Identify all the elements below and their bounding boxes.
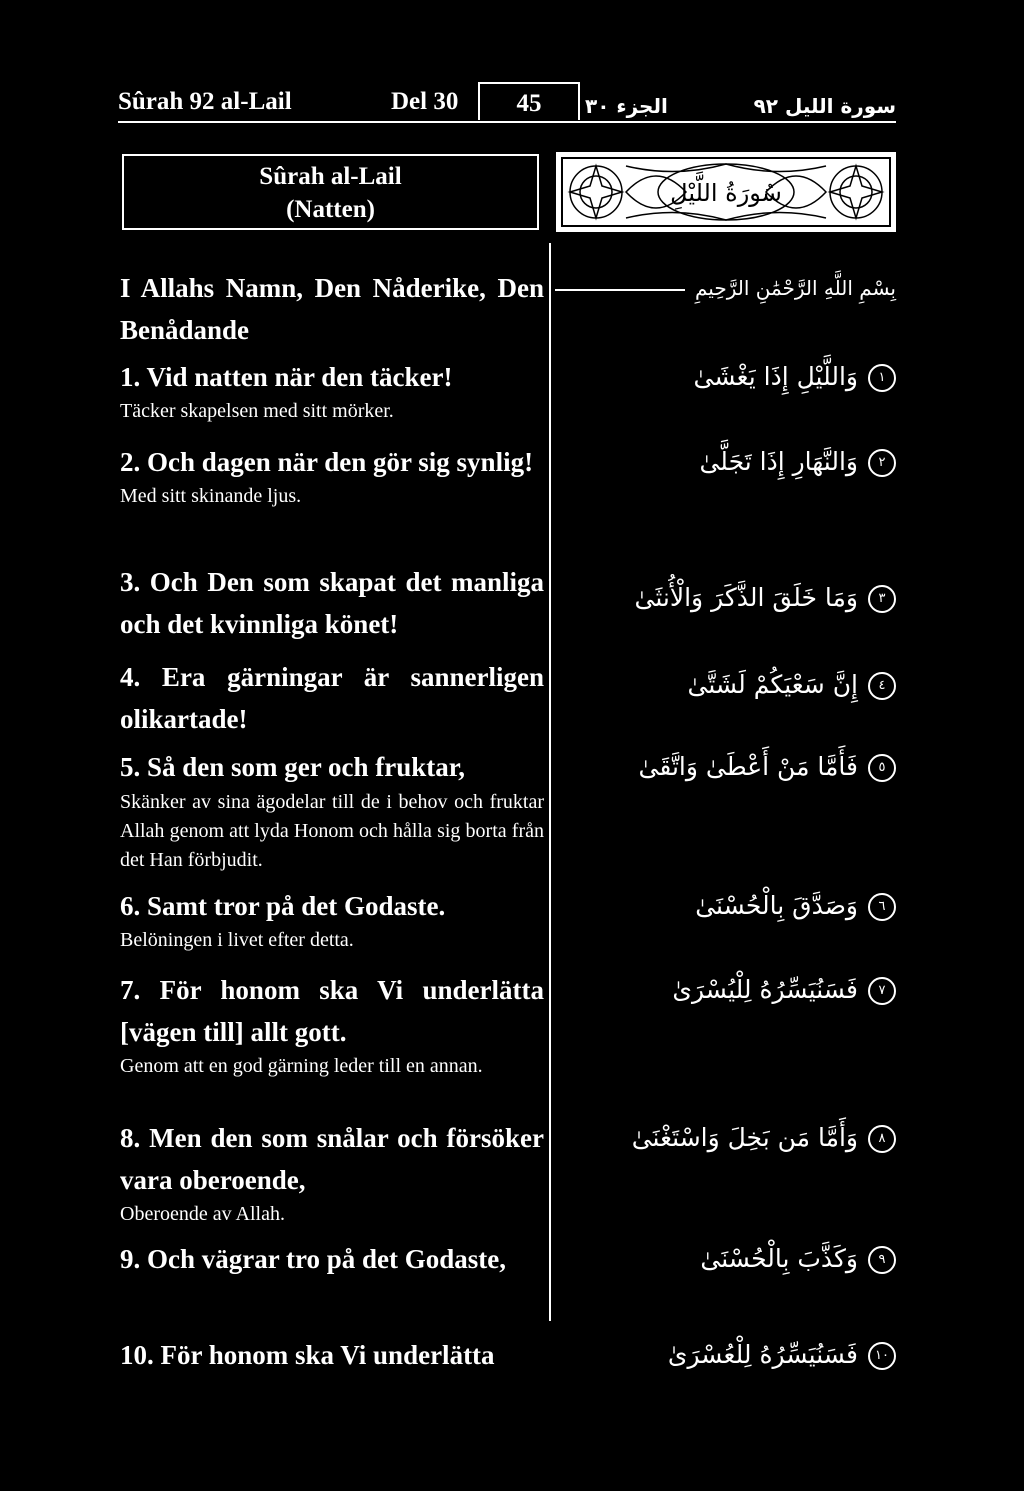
verse-10 xyxy=(120,1334,544,1376)
ayah-text: فَأَمَّا مَنْ أَعْطَىٰ وَاتَّقَىٰ xyxy=(638,752,858,781)
verse-comment: Oberoende av Allah. xyxy=(120,1203,285,1225)
ayah-marker: ٣ xyxy=(868,585,896,613)
header-rule xyxy=(118,121,896,123)
ayah-marker: ١ xyxy=(868,364,896,392)
ayah-marker: ٢ xyxy=(868,449,896,477)
verse-4 xyxy=(120,656,544,740)
verse-3 xyxy=(120,561,544,645)
verse-9-arabic xyxy=(700,1244,896,1274)
header-arabic-part: الجزء ٣٠ xyxy=(585,94,668,118)
verse-text: 1. Vid natten när den täcker! xyxy=(120,362,453,392)
verse-text: 7. För honom ska Vi underlätta [vägen till] allt gott. xyxy=(120,975,544,1047)
verse-7-arabic xyxy=(672,975,896,1005)
verse-8 xyxy=(120,1117,544,1228)
ayah-text: فَسَنُيَسِّرُهُ لِلْيُسْرَىٰ xyxy=(672,975,858,1004)
ayah-text: وَالنَّهَارِ إِذَا تَجَلَّىٰ xyxy=(699,447,858,476)
verse-8-arabic xyxy=(632,1123,896,1153)
ayah-text: وَأَمَّا مَن بَخِلَ وَاسْتَغْنَىٰ xyxy=(631,1123,858,1152)
verse-comment: Med sitt skinande ljus. xyxy=(120,485,302,507)
ayah-marker: ٤ xyxy=(868,672,896,700)
verse-2 xyxy=(120,441,544,510)
verse-text: 6. Samt tror på det Godaste. xyxy=(120,891,446,921)
basmala-arabic xyxy=(555,276,896,300)
ayah-marker: ١٠ xyxy=(868,1342,896,1370)
sura-title: Sûrah al-Lail xyxy=(259,163,402,190)
column-divider xyxy=(549,243,551,1321)
verse-9 xyxy=(120,1238,544,1280)
verse-4-arabic xyxy=(688,670,897,700)
verse-5 xyxy=(120,746,544,875)
verse-1 xyxy=(120,356,544,425)
ayah-text: وَكَذَّبَ بِالْحُسْنَىٰ xyxy=(700,1244,858,1273)
header-sura-label: Sûrah 92 al-Lail xyxy=(118,88,292,115)
ayah-marker: ٩ xyxy=(868,1246,896,1274)
verse-2-arabic xyxy=(699,447,896,477)
ayah-marker: ٦ xyxy=(868,893,896,921)
verse-comment: Täcker skapelsen med sitt mörker. xyxy=(120,400,394,422)
verse-text: 3. Och Den som skapat det manliga och det kvinnliga könet! xyxy=(120,567,544,639)
page-number: 45 xyxy=(478,82,580,120)
verse-comment: Genom att en god gärning leder till en annan. xyxy=(120,1055,483,1077)
sura-title-translation: (Natten) xyxy=(286,196,375,223)
sura-title-box xyxy=(122,154,539,230)
verse-3-arabic xyxy=(635,583,897,613)
verse-text: 8. Men den som snålar och försöker vara oberoende, xyxy=(120,1123,544,1195)
ayah-text: وَمَا خَلَقَ الذَّكَرَ وَالْأُنثَىٰ xyxy=(634,583,858,612)
ayah-marker: ٥ xyxy=(868,754,896,782)
ayah-text: فَسَنُيَسِّرُهُ لِلْعُسْرَىٰ xyxy=(667,1340,858,1369)
ayah-marker: ٨ xyxy=(868,1125,896,1153)
header-part-label: Del 30 xyxy=(391,88,459,115)
ayah-marker: ٧ xyxy=(868,977,896,1005)
verse-6-arabic xyxy=(695,891,896,921)
sura-ornament-banner xyxy=(556,152,896,232)
verse-5-arabic xyxy=(638,752,896,782)
basmala-translation: I Allahs Namn, Den Nåderike, Den Benådande xyxy=(120,273,544,345)
verse-text: 9. Och vägrar tro på det Godaste, xyxy=(120,1244,506,1274)
basmala-line xyxy=(555,289,685,291)
ayah-text: وَاللَّيْلِ إِذَا يَغْشَىٰ xyxy=(693,362,858,391)
header-arabic-sura: سورة الليل ٩٢ xyxy=(753,94,896,118)
verse-text: 10. För honom ska Vi underlätta xyxy=(120,1340,495,1370)
verse-comment: Belöningen i livet efter detta. xyxy=(120,929,354,951)
verse-7 xyxy=(120,969,544,1080)
verse-text: 2. Och dagen när den gör sig synlig! xyxy=(120,447,534,477)
basmala-arabic-text: بِسْمِ اللَّهِ الرَّحْمَٰنِ الرَّحِيمِ xyxy=(694,276,896,300)
verse-6 xyxy=(120,885,544,954)
ayah-text: وَصَدَّقَ بِالْحُسْنَىٰ xyxy=(695,891,858,920)
verse-10-arabic xyxy=(668,1340,896,1370)
verse-1-arabic xyxy=(694,362,896,392)
verse-text: 4. Era gärningar är sannerligen olikartade! xyxy=(120,662,544,734)
sura-arabic-heading: سُورَةُ اللَّيْلِ xyxy=(670,179,782,207)
ayah-text: إِنَّ سَعْيَكُمْ لَشَتَّىٰ xyxy=(687,670,858,699)
verse-comment: Skänker av sina ägodelar till de i behov och fruktar Allah genom att lyda Honom och hålla sig borta från det Han förbjudit. xyxy=(120,791,544,871)
verse-text: 5. Så den som ger och fruktar, xyxy=(120,752,466,782)
